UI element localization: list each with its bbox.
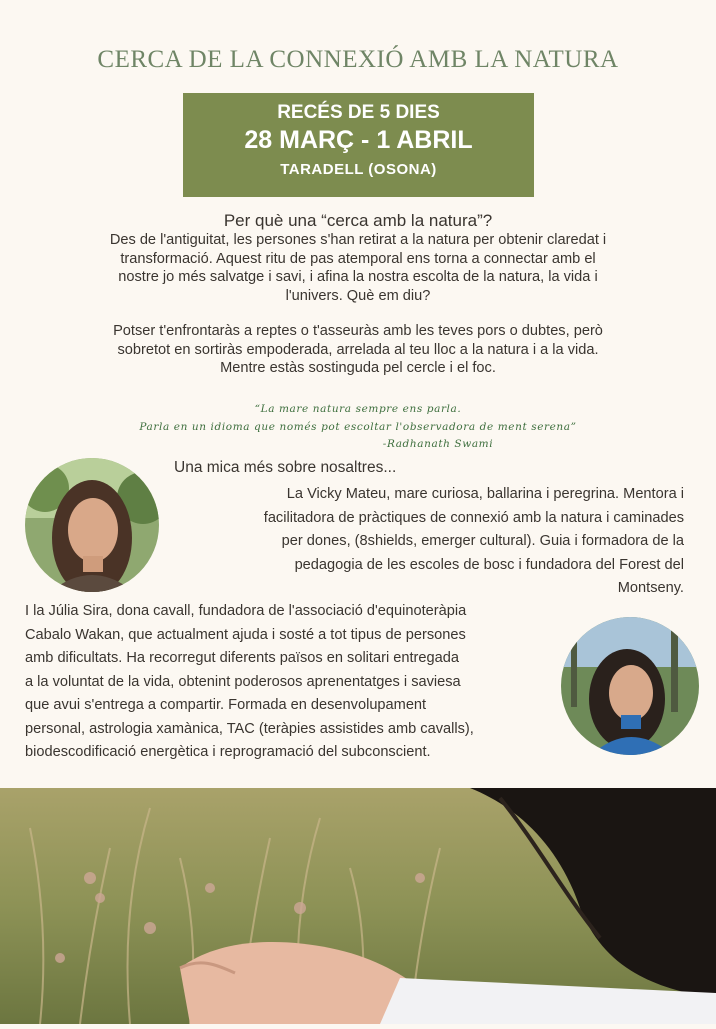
intro-paragraph-line: l'univers. Què em diu? (285, 287, 431, 304)
bio-line: que avui s'entrega a compartir. Formada en desenvolupament (25, 697, 427, 713)
intro-paragraph-line: Mentre estàs sostinguda pel cercle i el foc. (220, 360, 496, 376)
avatar-julia (561, 617, 699, 755)
avatar-vicky (25, 458, 159, 592)
bio-line: La Vicky Mateu, mare curiosa, ballarina i peregrina. Mentora i (286, 486, 684, 502)
banner-location: TARADELL (OSONA) (280, 161, 437, 178)
nature-photo-hand-grass (0, 788, 716, 1024)
bio-line: facilitadora de pràctiques de connexió amb la natura i caminades (263, 509, 684, 526)
intro-paragraph-line: sobretot en sortiràs empoderada, arrelada al teu lloc a la natura i a la vida. (117, 341, 599, 358)
bio-line: a la voluntat de la vida, obtenint poderosos aprenentatges i saviesa (25, 673, 461, 690)
banner-duration: RECÉS DE 5 DIES (277, 102, 440, 123)
bio-line: Montseny. (617, 580, 684, 596)
portrait-julia-illustration (561, 617, 699, 755)
quote-block (60, 401, 656, 454)
quote-line: Parla en un idioma que només pot escoltar l'observadora de ment serena” (139, 420, 577, 433)
bio-vicky (168, 483, 684, 601)
intro-paragraph-line: Potser t'enfrontaràs a reptes o t'asseuràs amb les teves pors o dubtes, però (113, 323, 603, 339)
bio-line: biodescodificació energètica i reprogramació del subconscient. (25, 744, 431, 760)
quote-line: “La mare natura sempre ens parla. (254, 403, 462, 415)
intro-question: Per què una “cerca amb la natura”? (223, 211, 493, 230)
bio-julia (25, 600, 585, 765)
bio-line: pedagogia de les escoles de bosc i fundadora del Forest del (294, 556, 684, 573)
intro-section (40, 211, 676, 378)
portrait-vicky-illustration (25, 458, 159, 592)
bio-line: amb dificultats. Ha recorregut diferents països en solitari entregada (25, 650, 459, 666)
intro-paragraph-line: Des de l'antiguitat, les persones s'han retirat a la natura per obtenir claredat i (109, 232, 607, 248)
event-banner (183, 93, 534, 197)
bio-line: personal, astrologia xamànica, TAC (teràpies assistides amb cavalls), (25, 720, 474, 737)
page-title: CERCA DE LA CONNEXIÓ AMB LA NATURA (97, 46, 619, 73)
quote-author: -Radhanath Swami (382, 438, 494, 450)
nature-photo-illustration (0, 788, 716, 1024)
banner-dates: 28 MARÇ - 1 ABRIL (244, 126, 473, 154)
bio-line: per dones, (8shields, emerger cultural). Guia i formadora de la (281, 533, 684, 549)
bio-line: I la Júlia Sira, dona cavall, fundadora de l'associació d'equinoteràpia (25, 603, 467, 619)
about-heading: Una mica més sobre nosaltres... (174, 459, 397, 476)
intro-paragraph-line: nostre jo més salvatge i savi, i afina la nostra escolta de la natura, la vida i (118, 269, 598, 285)
bio-line: Cabalo Wakan, que actualment ajuda i sosté a tot tipus de persones (25, 626, 466, 643)
intro-paragraph-line: transformació. Aquest ritu de pas atemporal ens torna a connectar amb el (120, 250, 596, 267)
